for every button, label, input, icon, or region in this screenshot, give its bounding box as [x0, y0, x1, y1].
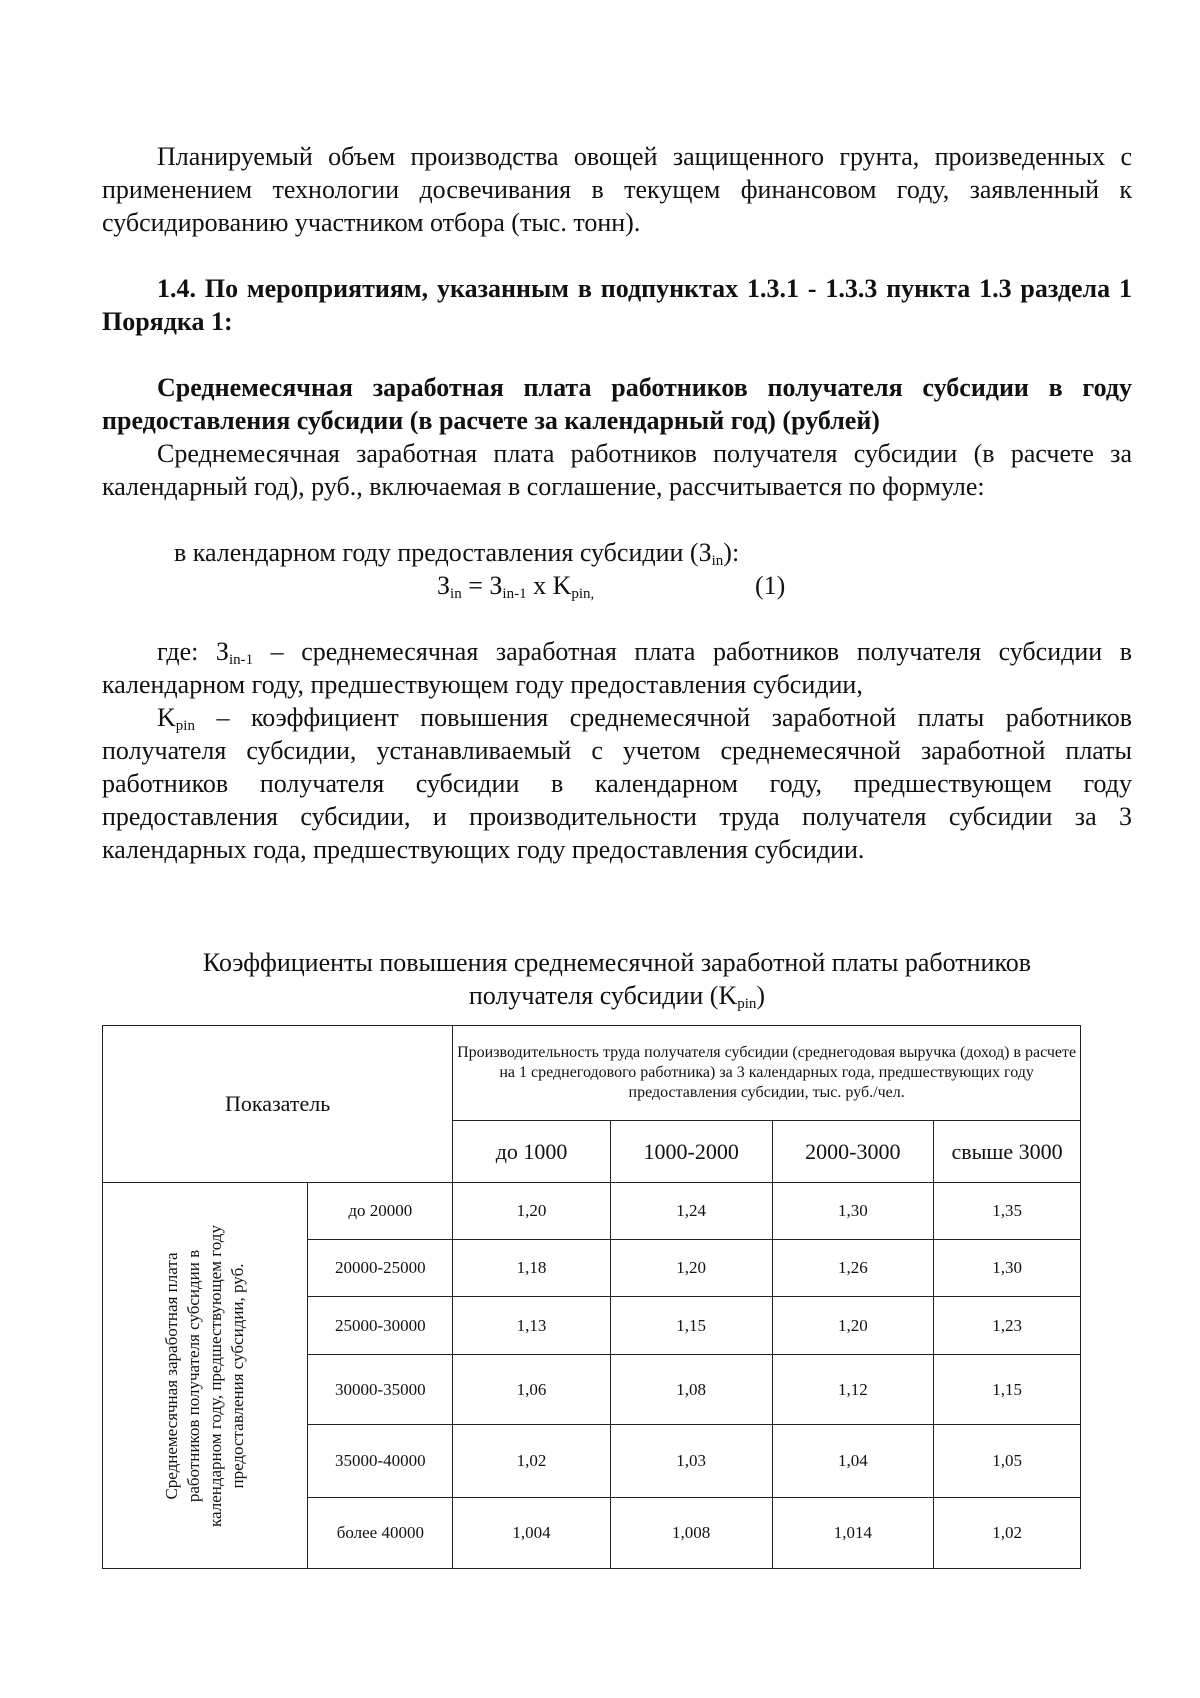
row-range: 20000-25000: [308, 1240, 453, 1297]
row-range: 25000-30000: [308, 1297, 453, 1355]
table-cell: 1,15: [934, 1355, 1081, 1425]
table-caption-line1: Коэффициенты повышения среднемесячной заработной платы работников: [202, 948, 1032, 977]
kpin-definition: $K_{pin}$ – коэффициент повышения среднемесячной заработной платы работников получателя субсидии, устанавливаемый с учетом среднемесячной заработной платы работников получателя субсидии в календарном году, предшествующем году предоставления субсидии, и производительности труда получателя субсидии за 3 календарных года, предшествующих году предоставления субсидии.: [102, 703, 1132, 864]
table-cell: 1,02: [453, 1425, 611, 1498]
subheading: Среднемесячная заработная плата работников получателя субсидии в году предоставления субсидии (в расчете за календарный год) (рублей): [102, 373, 1132, 435]
table-cell: 1,12: [772, 1355, 934, 1425]
table-cell: 1,08: [610, 1355, 772, 1425]
table-cell: 1,06: [453, 1355, 611, 1425]
column-range: свыше 3000: [934, 1121, 1081, 1183]
table-cell: 1,30: [934, 1240, 1081, 1297]
formula-number: (1): [755, 571, 786, 600]
table-cell: 1,35: [934, 1183, 1081, 1240]
table-cell: 1,20: [772, 1297, 934, 1355]
section-heading: 1.4. По мероприятиям, указанным в подпунктах 1.3.1 - 1.3.3 пункта 1.3 раздела 1 Порядка 1:: [102, 274, 1132, 336]
formula: [102, 569, 1132, 602]
table-cell: 1,008: [610, 1498, 772, 1569]
formula-intro: в календарном году предоставления субсидии $(З_{in})$:: [174, 538, 740, 569]
table-cell: 1,20: [453, 1183, 611, 1240]
table-cell: 1,014: [772, 1498, 934, 1569]
table-cell: 1,13: [453, 1297, 611, 1355]
table-cell: 1,30: [772, 1183, 934, 1240]
column-range: до 1000: [453, 1121, 611, 1183]
column-range: 2000-3000: [772, 1121, 934, 1183]
table-caption: [102, 946, 1132, 1012]
description-paragraph: Среднемесячная заработная плата работников получателя субсидии (в расчете за календарный год), руб., включаемая в соглашение, рассчитывается по формуле:: [102, 439, 1132, 501]
document-page: [102, 140, 1132, 1012]
row-range: до 20000: [308, 1183, 453, 1240]
table-cell: 1,004: [453, 1498, 611, 1569]
productivity-header: Производительность труда получателя субсидии (среднегодовая выручка (доход) в расчете на 1 среднегодового работника) за 3 календарных года, предшествующих году предоставления субсидии, тыс. руб./чел.: [453, 1026, 1081, 1121]
vertical-label-cell: [103, 1183, 308, 1569]
intro-paragraph: Планируемый объем производства овощей защищенного грунта, произведенных с применением технологии досвечивания в текущем финансовом году, заявленный к субсидированию участником отбора (тыс. тонн).: [102, 142, 1132, 237]
table-row: [103, 1183, 1081, 1240]
row-range: более 40000: [308, 1498, 453, 1569]
table-caption-line2: получателя субсидии $(K_{pin})$: [468, 981, 766, 1012]
table-cell: 1,03: [610, 1425, 772, 1498]
row-range: 30000-35000: [308, 1355, 453, 1425]
vertical-label: Среднемесячная заработная плата работников получателя субсидии в календарном году, предшествующем году предоставления субсидии, руб.: [162, 1224, 248, 1527]
table-cell: 1,18: [453, 1240, 611, 1297]
table-cell: 1,23: [934, 1297, 1081, 1355]
formula-expression: $З_{in} = З_{in-1}$ x $K_{pin,}$: [437, 571, 595, 602]
where-definition: где: $З_{in-1}$ – среднемесячная заработная плата работников получателя субсидии в календарном году, предшествующем году предоставления субсидии,: [102, 637, 1133, 699]
table-cell: 1,15: [610, 1297, 772, 1355]
table-cell: 1,20: [610, 1240, 772, 1297]
row-range: 35000-40000: [308, 1425, 453, 1498]
table-cell: 1,05: [934, 1425, 1081, 1498]
indicator-header: Показатель: [103, 1026, 453, 1183]
column-range: 1000-2000: [610, 1121, 772, 1183]
table-cell: 1,04: [772, 1425, 934, 1498]
table-cell: 1,24: [610, 1183, 772, 1240]
table-cell: 1,26: [772, 1240, 934, 1297]
coefficients-table: [102, 1025, 1081, 1569]
table-cell: 1,02: [934, 1498, 1081, 1569]
